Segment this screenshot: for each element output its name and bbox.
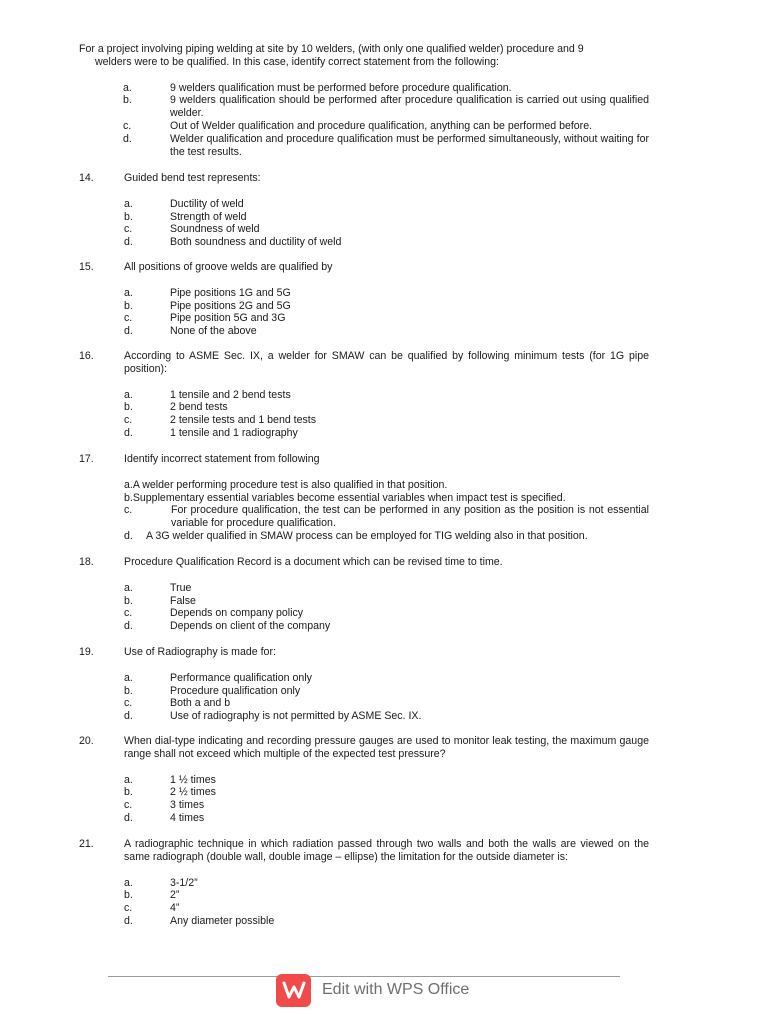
option-text: True (170, 581, 192, 594)
option-text: 4” (170, 902, 180, 915)
question-number: 16. (79, 350, 94, 362)
option-letter: c. (124, 607, 133, 620)
answer-option (79, 697, 649, 710)
option-text: Both a and b (170, 697, 231, 710)
option-letter: c. (124, 902, 133, 915)
option-letter: a. (124, 197, 133, 210)
question-stem-line-2: welders were to be qualified. In this case, identify correct statement from the following: (95, 55, 499, 68)
option-text: Both soundness and ductility of weld (170, 236, 342, 249)
option-text: Ductility of weld (170, 197, 244, 210)
option-letter: b. (124, 889, 133, 902)
question-text: A radiographic technique in which radiation passed through two walls and both the walls are viewed on the same radiograph (double wall, double image – ellipse) the limitation for the outside diameter is: (124, 838, 649, 863)
answer-options (79, 389, 649, 440)
answer-option (79, 211, 649, 224)
answer-option (79, 672, 649, 685)
answer-option (79, 414, 649, 427)
option-letter: a. (123, 81, 132, 94)
answer-option (79, 902, 649, 915)
answer-options (79, 672, 649, 723)
option-text: 1 tensile and 1 radiography (170, 426, 298, 439)
answer-option (79, 223, 649, 236)
question-text: Identify incorrect statement from following (124, 453, 320, 465)
edit-with-wps-office-button[interactable] (276, 973, 469, 1007)
option-text: Use of radiography is not permitted by ASME Sec. IX. (170, 710, 422, 723)
question-header (79, 646, 649, 659)
option-letter: c. (124, 504, 133, 517)
answer-option (79, 389, 649, 402)
option-text: Soundness of weld (170, 223, 260, 236)
option-letter: d. (124, 710, 133, 723)
option-letter: c. (124, 799, 133, 812)
answer-option (79, 799, 649, 812)
option-text: Welder qualification and procedure qualification must be performed simultaneously, without waiting for the test results. (170, 132, 649, 158)
question-14 (79, 172, 649, 249)
question-stem (79, 43, 649, 69)
option-letter: c. (124, 223, 133, 236)
answer-option (79, 685, 649, 698)
question-number: 18. (79, 556, 94, 568)
option-letter: c. (123, 119, 132, 132)
option-text: 2 ½ times (170, 786, 216, 799)
question-stem-line-1: For a project involving piping welding at site by 10 welders, (with only one qualified welder) procedure and 9 (79, 43, 584, 55)
option-letter: b. (124, 594, 133, 607)
answer-option (79, 300, 649, 313)
answer-option (79, 877, 649, 890)
answer-option-c (79, 504, 649, 530)
option-letter: a. (124, 388, 133, 401)
option-text: 3-1/2” (170, 876, 198, 889)
option-letter: c. (124, 414, 133, 427)
answer-option-b: b.Supplementary essential variables become essential variables when impact test is specified. (124, 491, 566, 504)
option-letter: b. (124, 786, 133, 799)
answer-options (79, 82, 649, 159)
answer-option (79, 120, 649, 133)
question-16 (79, 350, 649, 440)
question-text: When dial-type indicating and recording pressure gauges are used to monitor leak testing, the maximum gauge range shall not exceed which multiple of the expected test pressure? (124, 735, 649, 760)
option-text: Pipe position 5G and 3G (170, 312, 286, 325)
option-letter: a. (124, 286, 133, 299)
answer-option (79, 325, 649, 338)
option-text: 1 ½ times (170, 773, 216, 786)
answer-option (79, 774, 649, 787)
question-13 (79, 43, 649, 158)
option-letter: c. (124, 312, 133, 325)
option-text: None of the above (170, 325, 257, 338)
option-text: 2” (170, 889, 180, 902)
question-header (79, 556, 649, 569)
question-21 (79, 838, 649, 928)
answer-option (79, 710, 649, 723)
option-text: Pipe positions 2G and 5G (170, 299, 291, 312)
answer-option (79, 133, 649, 159)
option-letter: d. (124, 811, 133, 824)
option-letter: b. (124, 299, 133, 312)
option-text: For procedure qualification, the test can be performed in any position as the position is not essential variable for procedure qualification. (171, 504, 649, 530)
option-text: Out of Welder qualification and procedure qualification, anything can be performed before. (170, 119, 593, 132)
question-number: 21. (79, 838, 94, 850)
answer-option (79, 401, 649, 414)
question-header (79, 261, 649, 274)
option-text: Any diameter possible (170, 914, 275, 927)
question-number: 15. (79, 261, 94, 273)
answer-options (79, 479, 649, 543)
answer-option (79, 607, 649, 620)
question-header (79, 735, 649, 761)
answer-option (79, 236, 649, 249)
answer-options (79, 774, 649, 825)
answer-option (79, 94, 649, 120)
option-text: 2 bend tests (170, 401, 228, 414)
answer-option (79, 427, 649, 440)
option-letter: b. (124, 684, 133, 697)
question-header (79, 172, 649, 185)
answer-option-a: a.A welder performing procedure test is also qualified in that position. (124, 478, 448, 491)
answer-options (79, 582, 649, 633)
option-letter: d. (123, 132, 132, 145)
option-text: Pipe positions 1G and 5G (170, 286, 291, 299)
question-header (79, 453, 649, 466)
option-text: Procedure qualification only (170, 684, 301, 697)
answer-option (79, 620, 649, 633)
option-letter: d. (124, 620, 133, 633)
question-18 (79, 556, 649, 633)
question-header (79, 838, 649, 864)
question-text: Use of Radiography is made for: (124, 646, 276, 658)
answer-options (79, 198, 649, 249)
answer-option (79, 287, 649, 300)
answer-option (79, 582, 649, 595)
question-text: Guided bend test represents: (124, 172, 261, 184)
answer-options (79, 877, 649, 928)
option-letter: d. (124, 325, 133, 338)
option-text: False (170, 594, 196, 607)
question-number: 19. (79, 646, 94, 658)
question-number: 14. (79, 172, 94, 184)
answer-option (79, 198, 649, 211)
option-letter: b. (123, 94, 132, 107)
question-header (79, 350, 649, 376)
option-letter: a. (124, 773, 133, 786)
answer-option (79, 595, 649, 608)
option-text: 1 tensile and 2 bend tests (170, 388, 291, 401)
question-number: 17. (79, 453, 94, 465)
option-letter: a. (124, 876, 133, 889)
option-text: A 3G welder qualified in SMAW process can be employed for TIG welding also in that position. (146, 529, 588, 542)
option-text: Depends on client of the company (170, 620, 331, 633)
answer-option (79, 786, 649, 799)
answer-option (79, 915, 649, 928)
question-20 (79, 735, 649, 825)
option-letter: a. (124, 581, 133, 594)
option-text: 9 welders qualification must be performed before procedure qualification. (170, 81, 512, 94)
question-number: 20. (79, 735, 94, 747)
wps-office-logo-icon (276, 974, 311, 1007)
option-letter: a. (124, 671, 133, 684)
option-text: Strength of weld (170, 210, 247, 223)
answer-option (79, 82, 649, 95)
answer-option-d (79, 530, 649, 543)
answer-option (79, 889, 649, 902)
edit-with-wps-office-label: Edit with WPS Office (322, 980, 470, 998)
option-text: 3 times (170, 799, 205, 812)
answer-options (79, 287, 649, 338)
question-17 (79, 453, 649, 543)
option-letter: c. (124, 697, 133, 710)
question-text: All positions of groove welds are qualified by (124, 261, 333, 273)
option-text: 9 welders qualification should be performed after procedure qualification is carried out using qualified welder. (170, 94, 649, 120)
option-letter: b. (124, 210, 133, 223)
answer-option (79, 312, 649, 325)
question-text: Procedure Qualification Record is a document which can be revised time to time. (124, 556, 503, 568)
question-text: According to ASME Sec. IX, a welder for SMAW can be qualified by following minimum tests (for 1G pipe position): (124, 350, 649, 375)
option-text: 4 times (170, 811, 205, 824)
option-letter: d. (124, 236, 133, 249)
option-letter: d. (124, 914, 133, 927)
option-letter: b. (124, 401, 133, 414)
option-letter: d. (124, 426, 133, 439)
option-text: Performance qualification only (170, 671, 312, 684)
option-text: Depends on company policy (170, 607, 304, 620)
option-text: 2 tensile tests and 1 bend tests (170, 414, 317, 427)
option-letter: d. (124, 529, 133, 542)
question-19 (79, 646, 649, 723)
answer-option (79, 812, 649, 825)
question-15 (79, 261, 649, 338)
